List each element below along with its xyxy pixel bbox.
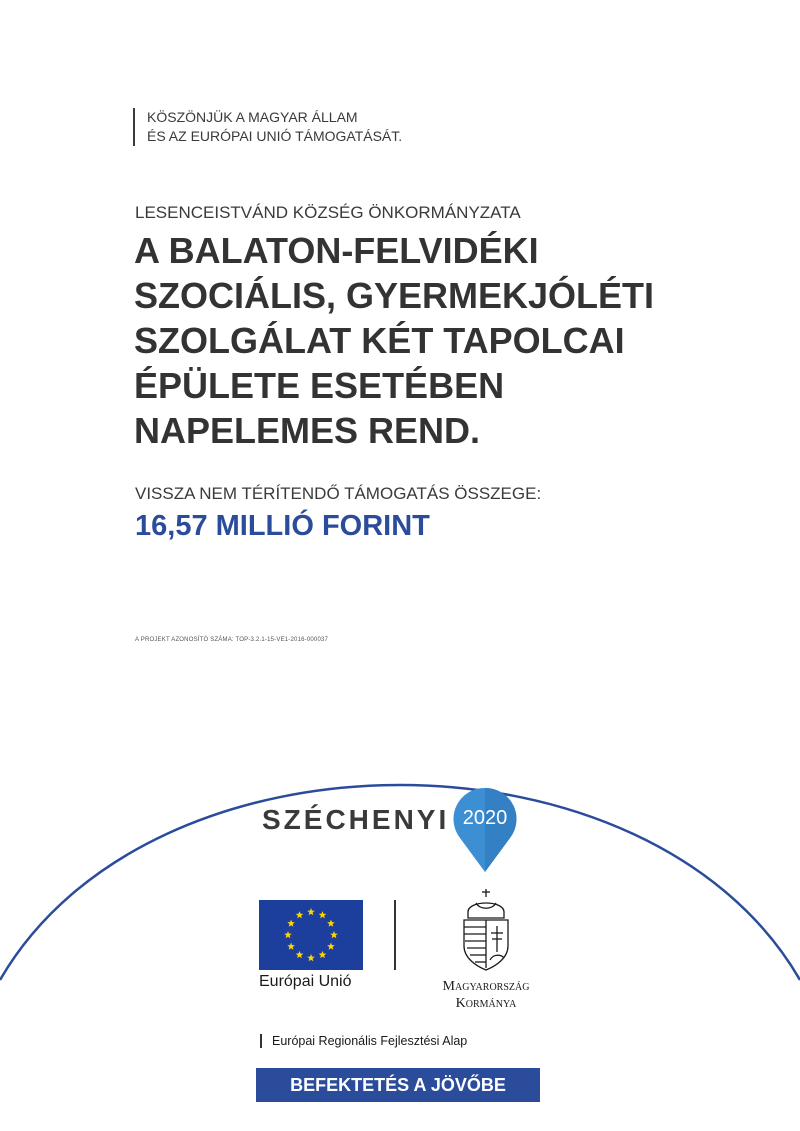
beneficiary-name: LESENCEISTVÁND KÖZSÉG ÖNKORMÁNYZATA — [135, 203, 521, 222]
project-title-line: A BALATON-FELVIDÉKI — [134, 230, 539, 271]
thanks-block — [133, 108, 402, 146]
thanks-line-1: KÖSZÖNJÜK A MAGYAR ÁLLAM — [147, 109, 358, 125]
project-title — [134, 228, 654, 453]
project-title-line: SZOLGÁLAT KÉT TAPOLCAI — [134, 320, 625, 361]
grant-label: VISSZA NEM TÉRÍTENDŐ TÁMOGATÁS ÖSSZEGE: — [135, 484, 542, 503]
hungarian-coat-of-arms-icon — [456, 888, 516, 972]
szechenyi-year: 2020 — [462, 807, 508, 829]
project-title-line: ÉPÜLETE ESETÉBEN — [134, 365, 505, 406]
project-title-line: NAPELEMES REND. — [134, 410, 481, 451]
eu-label: Európai Unió — [259, 973, 352, 990]
grant-amount: 16,57 MILLIÓ FORINT — [135, 510, 430, 542]
government-name-line-1: Magyarország — [442, 979, 530, 994]
government-name — [422, 978, 550, 1012]
thanks-line-2: ÉS AZ EURÓPAI UNIÓ TÁMOGATÁSÁT. — [147, 128, 403, 144]
eu-flag-icon — [259, 900, 363, 970]
project-title-line: SZOCIÁLIS, GYERMEKJÓLÉTI — [134, 275, 655, 316]
logo-divider — [394, 900, 396, 970]
government-name-line-2: Kormánya — [455, 996, 517, 1011]
szechenyi-logo-text: SZÉCHENYI — [262, 804, 450, 835]
szechenyi-pin-icon — [450, 786, 520, 876]
fund-name: Európai Regionális Fejlesztési Alap — [260, 1034, 467, 1048]
project-id: A PROJEKT AZONOSÍTÓ SZÁMA: TOP-3.2.1-15-VE1-2016-000037 — [135, 637, 329, 643]
slogan-banner: BEFEKTETÉS A JÖVŐBE — [256, 1068, 540, 1102]
